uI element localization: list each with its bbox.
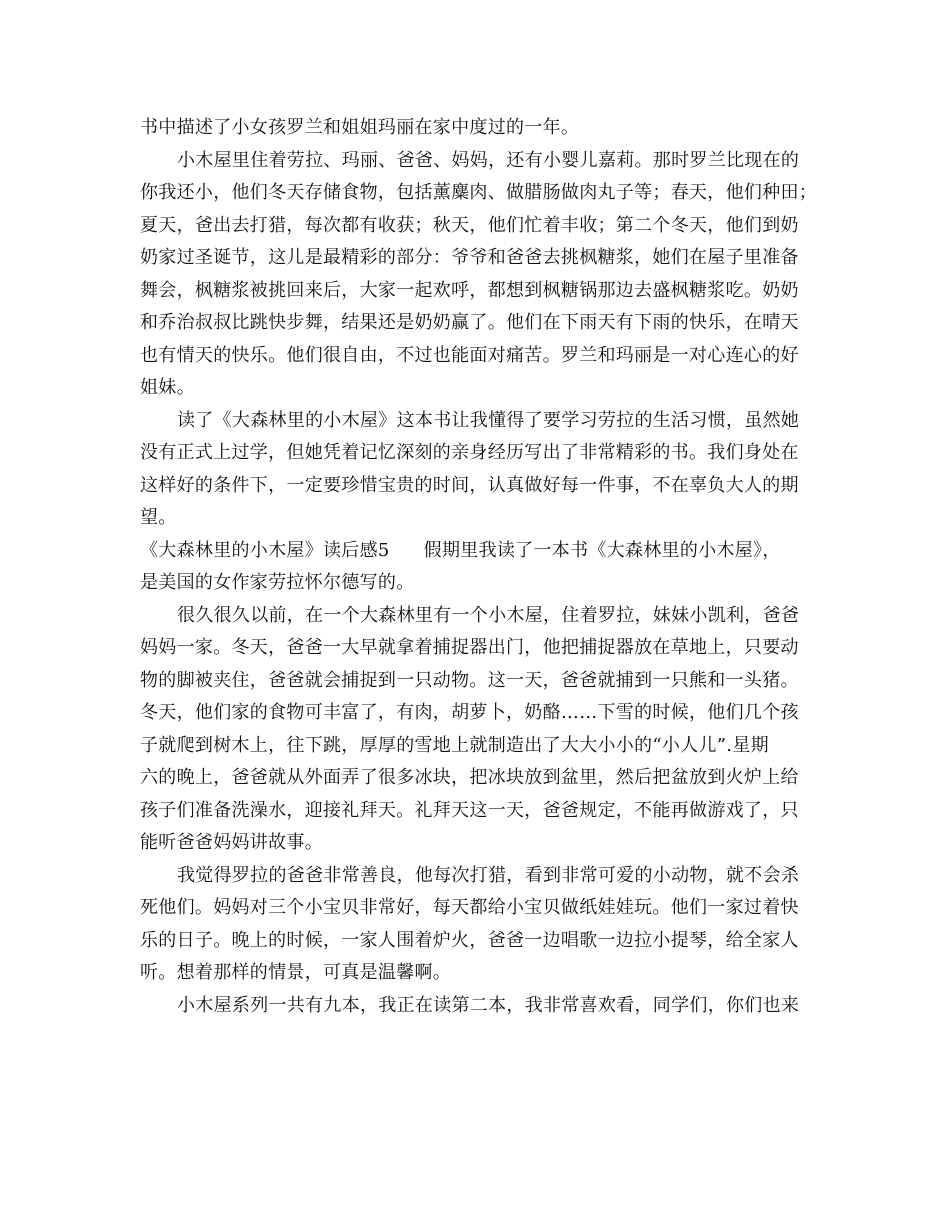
text-line: 小木屋里住着劳拉、玛丽、爸爸、妈妈，还有小婴儿嘉莉。那时罗兰比现在的 (177, 149, 800, 171)
text-line: 书中描述了小女孩罗兰和姐姐玛丽在家中度过的一年。 (140, 117, 580, 138)
text-line: 妈妈一家。冬天，爸爸一大早就拿着捕捉器出门，他把捕捉器放在草地上，只要动 (140, 637, 799, 658)
text-line: 小木屋系列一共有九本，我正在读第二本，我非常喜欢看，同学们，你们也来 (177, 994, 800, 1016)
text-line: 夏天，爸出去打猎，每次都有收获；秋天，他们忙着丰收；第二个冬天，他们到奶 (140, 214, 799, 236)
text-line: 和乔治叔叔比跳快步舞，结果还是奶奶赢了。他们在下雨天有下雨的快乐，在晴天 (140, 312, 799, 333)
text-line: 姐妹。 (140, 377, 195, 398)
text-line: 死他们。妈妈对三个小宝贝非常好，每天都给小宝贝做纸娃娃玩。他们一家过着快 (140, 897, 799, 918)
text-line: 奶家过圣诞节，这儿是最精彩的部分：爷爷和爸爸去挑枫糖浆，她们在屋子里准备 (140, 247, 799, 268)
title-gap (390, 535, 424, 568)
text-line: 舞会，枫糖浆被挑回来后，大家一起欢呼，都想到枫糖锅那边去盛枫糖浆吃。奶奶 (140, 279, 799, 301)
text-line: 子就爬到树木上，往下跳，厚厚的雪地上就制造出了大大小小的“小人儿”.星期 (140, 734, 769, 756)
text-line: 孩子们准备洗澡水，迎接礼拜天。礼拜天这一天，爸爸规定，不能再做游戏了，只 (140, 799, 799, 821)
text-line: 也有情天的快乐。他们很自由，不过也能面对痛苦。罗兰和玛丽是一对心连心的好 (140, 344, 799, 366)
document-page (140, 112, 816, 1022)
text-line: 听。想着那样的情景，可真是温馨啊。 (140, 962, 452, 983)
text-line: 你我还小，他们冬天存储食物，包括薰麋肉、做腊肠做肉丸子等；春天，他们种田； (140, 182, 818, 203)
text-line: 没有正式上过学，但她凭着记忆深刻的亲身经历写出了非常精彩的书。我们身处在 (140, 442, 799, 463)
text-line: 望。 (140, 507, 177, 528)
text-line: 这样好的条件下，一定要珍惜宝贵的时间，认真做好每一件事，不在辜负大人的期 (140, 474, 799, 496)
essay-heading-line (140, 535, 816, 568)
text-line: 六的晚上，爸爸就从外面弄了很多冰块，把冰块放到盆里，然后把盆放到火炉上给 (140, 767, 799, 788)
text-line: 冬天，他们家的食物可丰富了，有肉，胡萝卜，奶酪……下雪的时候，他们几个孩 (140, 702, 799, 723)
text-line: 是美国的女作家劳拉怀尔德写的。 (140, 572, 415, 593)
essay-opening: 假期里我读了一本书《大森林里的小木屋》， (423, 539, 781, 561)
text-line: 乐的日子。晚上的时候，一家人围着炉火，爸爸一边唱歌一边拉小提琴，给全家人 (140, 929, 799, 951)
text-line: 读了《大森林里的小木屋》这本书让我懂得了要学习劳拉的生活习惯，虽然她 (177, 409, 800, 431)
text-line: 很久很久以前，在一个大森林里有一个小木屋，住着罗拉，妹妹小凯利，爸爸 (177, 604, 800, 626)
essay-title: 《大森林里的小木屋》读后感5 (140, 539, 390, 561)
text-line: 我觉得罗拉的爸爸非常善良，他每次打猎，看到非常可爱的小动物，就不会杀 (177, 864, 800, 886)
text-line: 物的脚被夹住，爸爸就会捕捉到一只动物。这一天，爸爸就捕到一只熊和一头猪。 (140, 669, 799, 691)
text-line: 能听爸爸妈妈讲故事。 (140, 832, 323, 853)
